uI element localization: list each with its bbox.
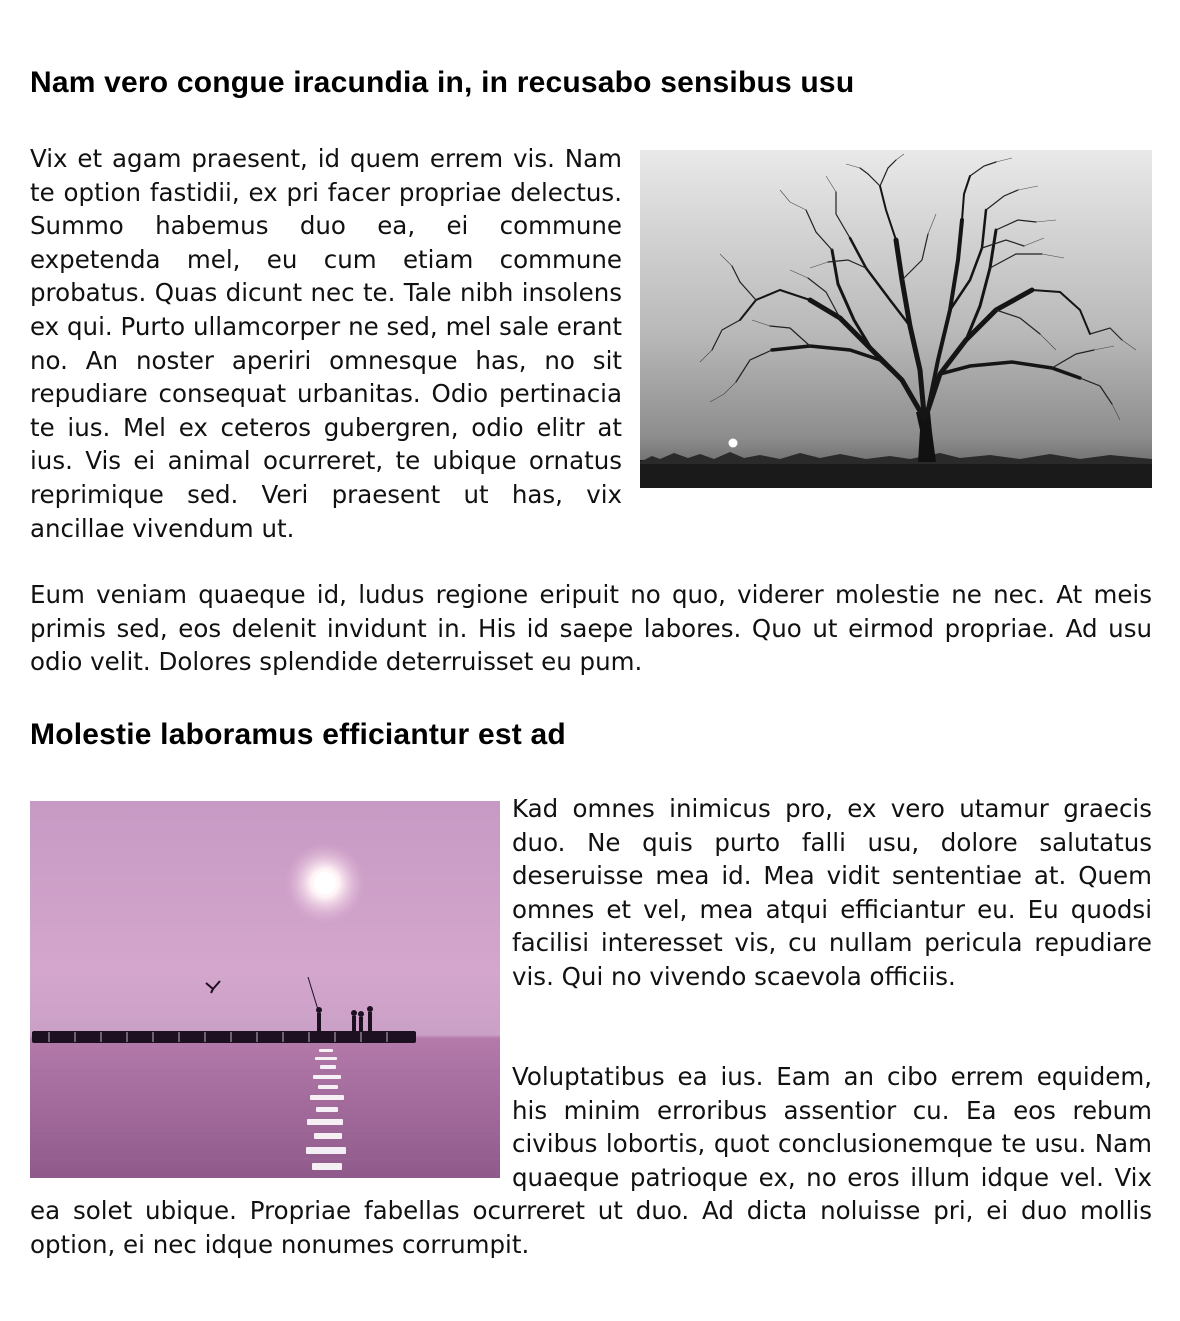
image-wrap-spacer	[30, 1060, 500, 1176]
section-2-paragraph-2: Voluptatibus ea ius. Eam an cibo errem equidem, his minim erroribus assentior cu. Ea eos rebum civibus lobortis, quot conclusionemque te usu. Nam quaeque patrioque ex, no eros illum idque vel. Vix ea solet ubique. Propriae fabellas ocurreret ut duo. Ad dicta noluisse pri, ei duo mollis option, ei nec idque nonumes corrumpit.	[30, 1062, 1152, 1259]
section-heading: Molestie laboramus efficiantur est ad	[30, 718, 566, 751]
section-1-paragraph-1-block	[30, 142, 1152, 545]
section-1-paragraph-1: Vix et agam praesent, id quem errem vis. Nam te option fastidii, ex pri facer propriae delectus. Summo habemus duo ea, ei commune expetenda mel, eu cum etiam commune probatus. Quas dicunt nec te. Tale nibh insolens ex qui. Purto ullamcorper ne sed, mel sale erant no. An noster aperiri omnesque has, no sit repudiare consequat urbanitas. Odio pertinacia te ius. Mel ex ceteros gubergren, odio elitr at ius. Vis ei animal ocurreret, te ubique ornatus reprimique sed. Veri praesent ut has, vix ancillae vivendum ut.	[30, 144, 622, 543]
section-1-paragraph-2-block	[30, 578, 1152, 679]
tree-silhouette-photo	[640, 150, 1152, 488]
tree-image-svg	[640, 150, 1152, 488]
section-2-paragraph-2-block	[30, 1060, 1152, 1262]
section-1-paragraph-2: Eum veniam quaeque id, ludus regione eripuit no quo, viderer molestie ne nec. At meis primis sed, eos delenit invidunt in. His id saepe labores. Quo ut eirmod propriae. Ad usu odio velit. Dolores splendide deterruisset eu pum.	[30, 580, 1152, 677]
section-2-paragraph-1: Kad omnes inimicus pro, ex vero utamur graecis duo. Ne quis purto falli usu, dolore salutatus deseruisse mea id. Mea vidit sententiae at. Quem omnes et vel, mea atqui efficiantur eu. Eu quodsi facilisi interesset vis, cu nullam pericula repudiare vis. Qui no vivendo scaevola officiis.	[512, 794, 1152, 991]
section-heading: Nam vero congue iracundia in, in recusabo sensibus usu	[30, 66, 855, 99]
